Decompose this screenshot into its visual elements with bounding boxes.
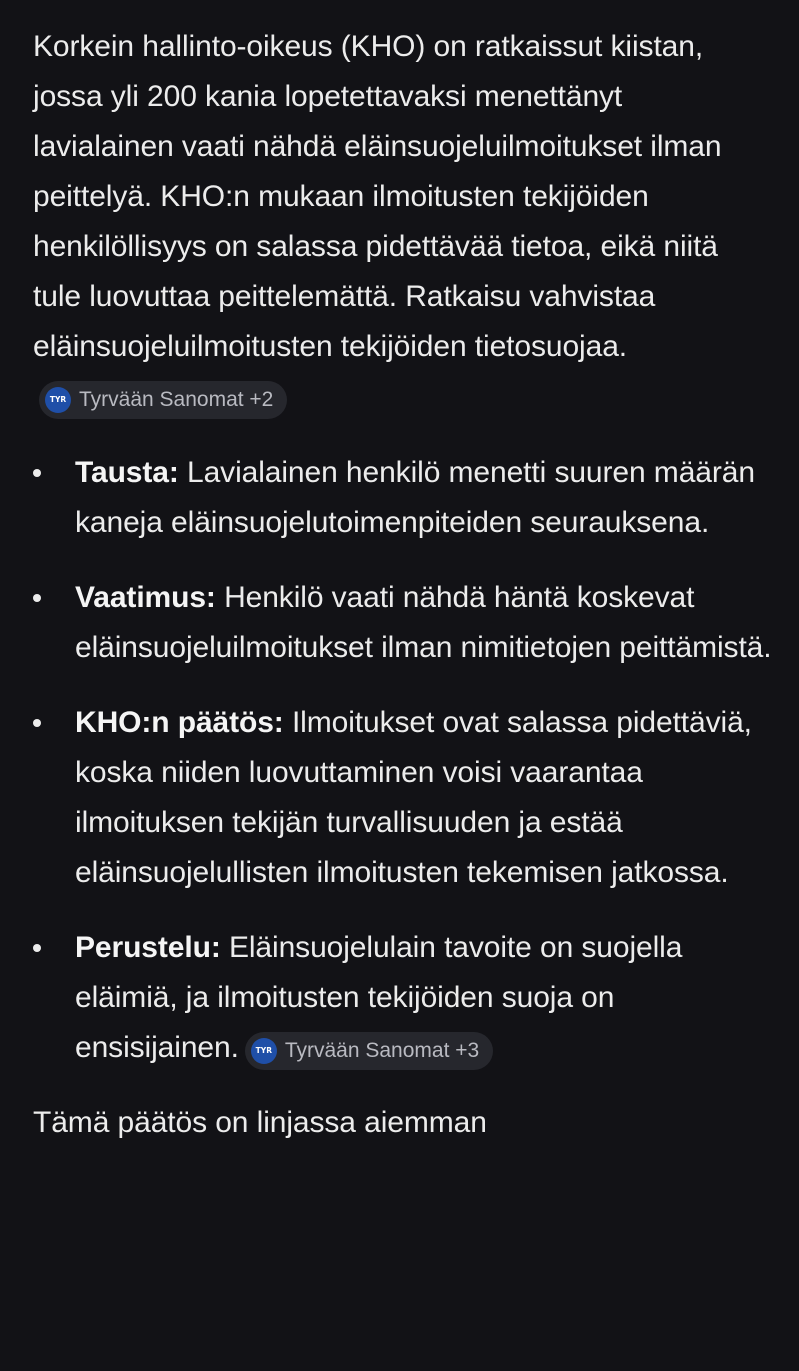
source-chip-label: Tyrvään Sanomat +2 — [79, 388, 274, 411]
bullet-icon — [33, 944, 41, 952]
list-item-kho-paatos — [33, 698, 773, 898]
list-item-title: Tausta: — [75, 456, 179, 489]
key-points-list — [33, 448, 773, 1073]
list-item-text: Lavialainen henkilö menetti suuren määrän kaneja eläinsuojelutoimenpiteiden seurauksena. — [75, 456, 755, 539]
source-chip-perustelu[interactable] — [245, 1032, 493, 1070]
bullet-icon — [33, 594, 41, 602]
bullet-icon — [33, 719, 41, 727]
tyrvaan-sanomat-logo-icon: TYR — [45, 387, 71, 413]
bullet-icon — [33, 469, 41, 477]
list-item-vaatimus — [33, 573, 773, 673]
tyrvaan-sanomat-logo-icon: TYR — [251, 1038, 277, 1064]
list-item-title: Vaatimus: — [75, 581, 216, 614]
intro-paragraph — [33, 22, 743, 422]
list-item-tausta — [33, 448, 773, 548]
answer-content — [33, 22, 773, 1148]
list-item-text: Eläinsuojelulain tavoite on suojella eläimiä, ja ilmoitusten tekijöiden suoja on ensisijainen. — [75, 931, 683, 1064]
list-item-text: Henkilö vaati nähdä häntä koskevat eläinsuojeluilmoitukset ilman nimitietojen peittämistä. — [75, 581, 772, 664]
list-item-title: Perustelu: — [75, 931, 221, 964]
outro-paragraph: Tämä päätös on linjassa aiemman — [33, 1106, 487, 1139]
source-chip-label: Tyrvään Sanomat +3 — [284, 1039, 480, 1062]
list-item-title: KHO:n päätös: — [75, 706, 284, 739]
source-chip-intro[interactable] — [39, 381, 287, 419]
intro-text: Korkein hallinto-oikeus (KHO) on ratkaissut kiistan, jossa yli 200 kania lopetettavaksi menettänyt lavialainen vaati nähdä eläinsuojeluilmoitukset ilman peittelyä. KHO:n mukaan ilmoitusten tekijöiden henkilöllisyys on salassa pidettävää tietoa, eikä niitä tule luovuttaa peittelemättä. Ratkaisu vahvistaa eläinsuojeluilmoitusten tekijöiden tietosuojaa. — [33, 30, 722, 363]
list-item-perustelu — [33, 923, 773, 1073]
list-item-text: Ilmoitukset ovat salassa pidettäviä, koska niiden luovuttaminen voisi vaarantaa ilmoituksen tekijän turvallisuuden ja estää eläinsuojelullisten ilmoitusten tekemisen jatkossa. — [75, 706, 752, 889]
